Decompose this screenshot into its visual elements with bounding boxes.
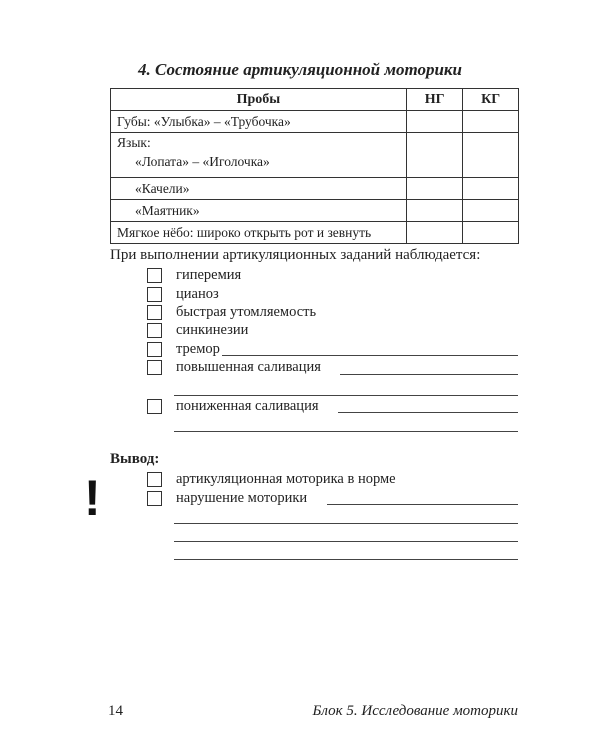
exclamation-icon: ! xyxy=(84,470,101,526)
observation-label: тремор xyxy=(176,340,220,357)
checkbox[interactable] xyxy=(147,491,162,506)
conclusion-answer-line[interactable] xyxy=(174,559,518,560)
observation-label: повышенная саливация xyxy=(176,358,321,375)
conclusion-label: артикуляционная моторика в норме xyxy=(176,470,396,487)
conclusion-label: нарушение моторики xyxy=(176,489,308,506)
checkbox[interactable] xyxy=(147,287,162,302)
cell-tongue1-ng[interactable] xyxy=(406,133,463,178)
articulation-table xyxy=(110,88,519,244)
observation-label: быстрая утомляемость xyxy=(176,303,317,320)
observation-item xyxy=(147,398,319,414)
table-row-palate xyxy=(111,222,519,244)
header-ng: НГ xyxy=(406,89,463,111)
table-header-row xyxy=(111,89,519,111)
cell-tongue2-ng[interactable] xyxy=(406,178,463,200)
cell-tongue xyxy=(111,133,407,178)
checkbox[interactable] xyxy=(147,323,162,338)
table-row-tongue-3 xyxy=(111,200,519,222)
cell-tongue-label: Язык: xyxy=(117,135,151,150)
cell-tongue1-kg[interactable] xyxy=(463,133,519,178)
tremor-answer-line[interactable] xyxy=(222,355,518,356)
table-row-tongue xyxy=(111,133,519,178)
checkbox[interactable] xyxy=(147,472,162,487)
table-row-lips xyxy=(111,111,519,133)
cell-tongue-2: «Качели» xyxy=(111,178,407,200)
cell-palate-kg[interactable] xyxy=(463,222,519,244)
header-kg: КГ xyxy=(463,89,519,111)
observation-item xyxy=(147,359,321,375)
cell-lips-ng[interactable] xyxy=(406,111,463,133)
observation-item xyxy=(147,304,316,320)
section-title: 4. Состояние артикуляционной моторики xyxy=(137,60,463,79)
running-footer: Блок 5. Исследование моторики xyxy=(312,703,518,719)
observation-label: цианоз xyxy=(176,285,219,302)
cell-tongue-1: «Лопата» – «Иголочка» xyxy=(135,154,270,169)
table-row-tongue-2 xyxy=(111,178,519,200)
cell-palate-ng[interactable] xyxy=(406,222,463,244)
conclusion-heading: Вывод: xyxy=(110,451,160,467)
conclusion-answer-line[interactable] xyxy=(174,541,518,542)
conclusion-item xyxy=(147,490,307,506)
cell-lips-kg[interactable] xyxy=(463,111,519,133)
cell-lips: Губы: «Улыбка» – «Трубочка» xyxy=(111,111,407,133)
observation-item xyxy=(147,341,220,357)
checkbox[interactable] xyxy=(147,268,162,283)
observation-heading: При выполнении артикуляционных заданий наблюдается: xyxy=(110,247,481,263)
checkbox[interactable] xyxy=(147,360,162,375)
salivation-low-answer-line-2[interactable] xyxy=(174,431,518,432)
observation-item xyxy=(147,322,248,338)
salivation-low-answer-line[interactable] xyxy=(338,412,518,413)
observation-item xyxy=(147,267,241,283)
salivation-high-answer-line-2[interactable] xyxy=(174,395,518,396)
conclusion-answer-line[interactable] xyxy=(327,504,518,505)
observation-item xyxy=(147,286,219,302)
conclusion-answer-line[interactable] xyxy=(174,523,518,524)
checkbox[interactable] xyxy=(147,305,162,320)
observation-label: пониженная саливация xyxy=(176,397,319,414)
observation-label: гиперемия xyxy=(176,266,242,283)
cell-tongue2-kg[interactable] xyxy=(463,178,519,200)
page-number: 14 xyxy=(108,703,123,719)
header-probes: Пробы xyxy=(111,89,407,111)
checkbox[interactable] xyxy=(147,399,162,414)
cell-tongue-3: «Маятник» xyxy=(111,200,407,222)
salivation-high-answer-line[interactable] xyxy=(340,374,518,375)
conclusion-item xyxy=(147,471,396,487)
observation-label: синкинезии xyxy=(176,321,249,338)
cell-palate: Мягкое нёбо: широко открыть рот и зевнуть xyxy=(111,222,407,244)
cell-tongue3-kg[interactable] xyxy=(463,200,519,222)
checkbox[interactable] xyxy=(147,342,162,357)
cell-tongue3-ng[interactable] xyxy=(406,200,463,222)
